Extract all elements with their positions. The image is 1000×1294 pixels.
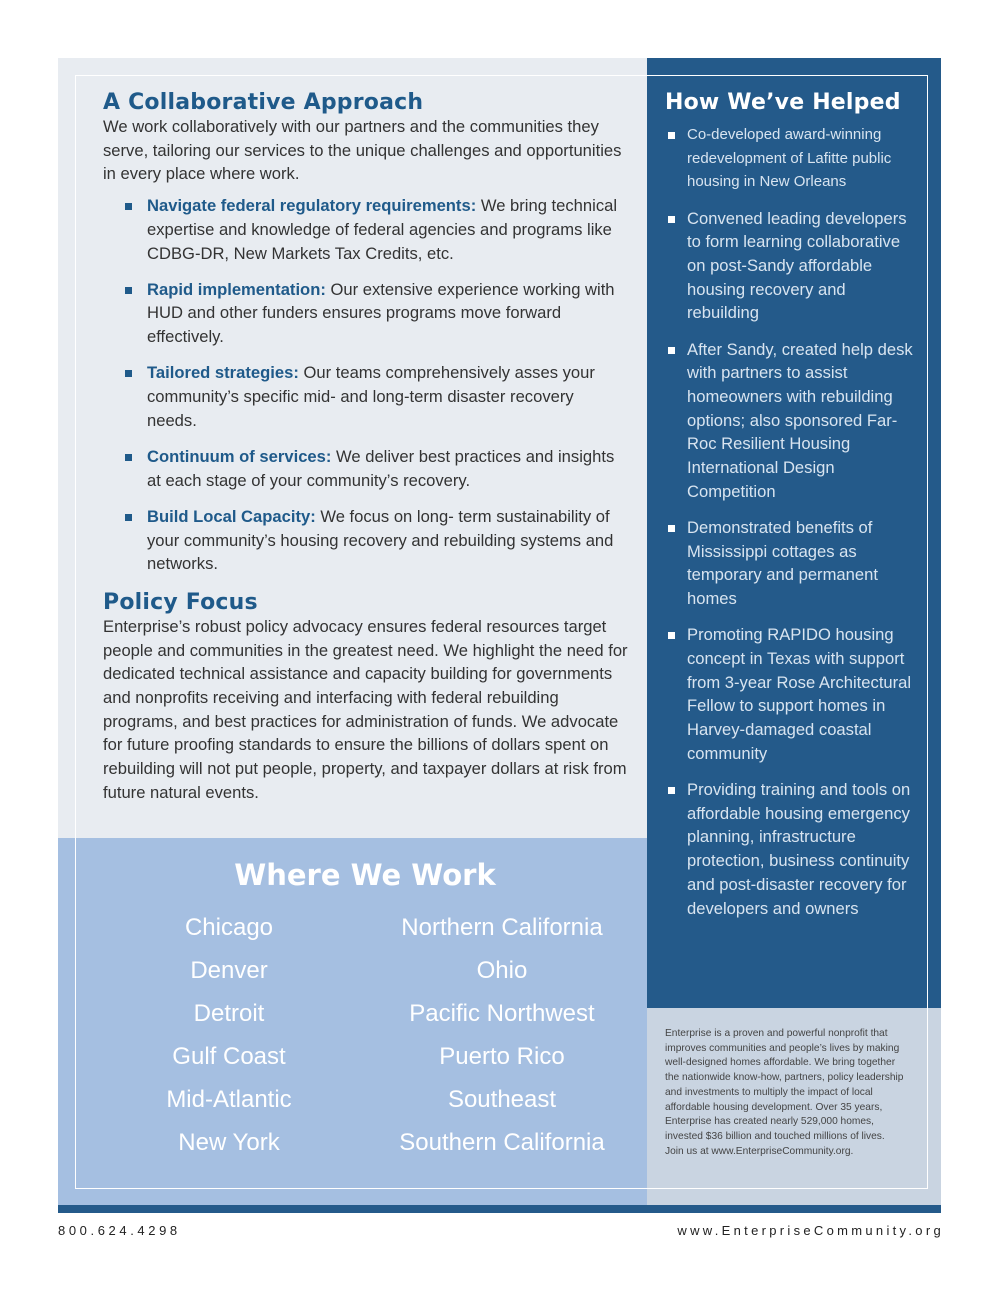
footer-website[interactable]: www.EnterpriseCommunity.org <box>677 1223 944 1238</box>
list-item: Providing training and tools on affordable housing emergency planning, infrastructure protection, business continuity and post-disaster recovery for developers and owners <box>665 778 915 920</box>
item-text: Our extensive experience working with HUD and other funders ensures programs move forward effectively. <box>147 279 615 347</box>
item-bold: Navigate federal regulatory requirements: <box>147 196 477 216</box>
location: Southern California <box>399 1129 605 1156</box>
list-item: Promoting RAPIDO housing concept in Texas with support from 3-year Rose Architectural Fellow to support homes in Harvey-damaged coastal community <box>665 623 915 765</box>
where-right-column <box>362 914 642 1172</box>
list-item <box>103 361 628 432</box>
list-item <box>103 194 628 265</box>
item-bold: Tailored strategies: <box>147 363 299 383</box>
list-item: Co-developed award-winning redevelopment of Lafitte public housing in New Orleans <box>665 123 915 194</box>
list-item <box>103 278 628 349</box>
helped-list <box>665 123 915 920</box>
location: Chicago <box>184 914 274 941</box>
footer-phone: 800.624.4298 <box>58 1223 181 1238</box>
list-item: Demonstrated benefits of Mississippi cottages as temporary and permanent homes <box>665 516 915 611</box>
location: Gulf Coast <box>172 1043 286 1070</box>
item-text: We focus on long- term sustainability of your community’s housing recovery and rebuilding systems and networks. <box>147 506 614 574</box>
list-item <box>103 505 628 576</box>
helped-title: How We’ve Helped <box>665 90 901 115</box>
about-text-block <box>665 1027 905 1159</box>
bottom-stripe <box>58 1205 941 1213</box>
item-text: We deliver best practices and insights at each stage of your community’s recovery. <box>147 446 615 490</box>
location: Northern California <box>401 914 603 941</box>
list-item <box>103 445 628 492</box>
helped-section <box>665 90 915 933</box>
location: New York <box>178 1129 280 1156</box>
policy-text: Enterprise’s robust policy advocacy ensures federal resources target people and communities in the greatest need. We highlight the need for dedicated technical assistance and capacity building for governments and nonprofits receiving and interfacing with federal rebuilding programs, and best practices for administration of funds. We advocate for future proofing standards to ensure the billions of dollars spent on rebuilding will not put people, property, and taxpayer dollars at risk from future natural events. <box>103 616 628 802</box>
where-title: Where We Work <box>234 858 496 892</box>
location: Denver <box>190 957 268 984</box>
item-text: Our teams comprehensively asses your community’s specific mid- and long-term disaster recovery needs. <box>147 363 595 430</box>
item-bold: Build Local Capacity: <box>147 506 316 526</box>
collab-title: A Collaborative Approach <box>103 90 424 115</box>
item-bold: Rapid implementation: <box>147 279 326 299</box>
collaborative-section <box>103 90 628 805</box>
item-bold: Continuum of services: <box>147 446 332 466</box>
collab-intro: We work collaboratively with our partners and the communities they serve, tailoring our services to the unique challenges and opportunities in every place where work. <box>103 117 622 184</box>
list-item: After Sandy, created help desk with partners to assist homeowners with rebuilding options; also sponsored Far-Roc Resilient Housing International Design Competition <box>665 338 915 504</box>
collab-list <box>103 194 628 576</box>
about-text: Enterprise is a proven and powerful nonprofit that improves communities and people’s lives by making well-designed homes affordable. We bring together the nationwide know-how, partners, policy leadership and investments to multiply the impact of local affordable housing development. Over 35 years, Enterprise has created nearly 529,000 homes, invested $36 billion and touched millions of lives. <box>665 1028 904 1142</box>
location: Puerto Rico <box>439 1043 565 1070</box>
where-left-column <box>89 914 369 1172</box>
about-join: Join us at www.EnterpriseCommunity.org. <box>665 1145 854 1157</box>
location: Pacific Northwest <box>409 1000 595 1027</box>
location: Ohio <box>476 957 528 984</box>
location: Mid-Atlantic <box>166 1086 292 1113</box>
location: Southeast <box>447 1086 557 1113</box>
location: Detroit <box>193 1000 265 1027</box>
policy-title: Policy Focus <box>103 589 258 615</box>
list-item: Convened leading developers to form learning collaborative on post-Sandy affordable housing recovery and rebuilding <box>665 207 915 326</box>
item-text: We bring technical expertise and knowledge of federal agencies and programs like CDBG-DR, New Markets Tax Credits, etc. <box>147 196 618 263</box>
